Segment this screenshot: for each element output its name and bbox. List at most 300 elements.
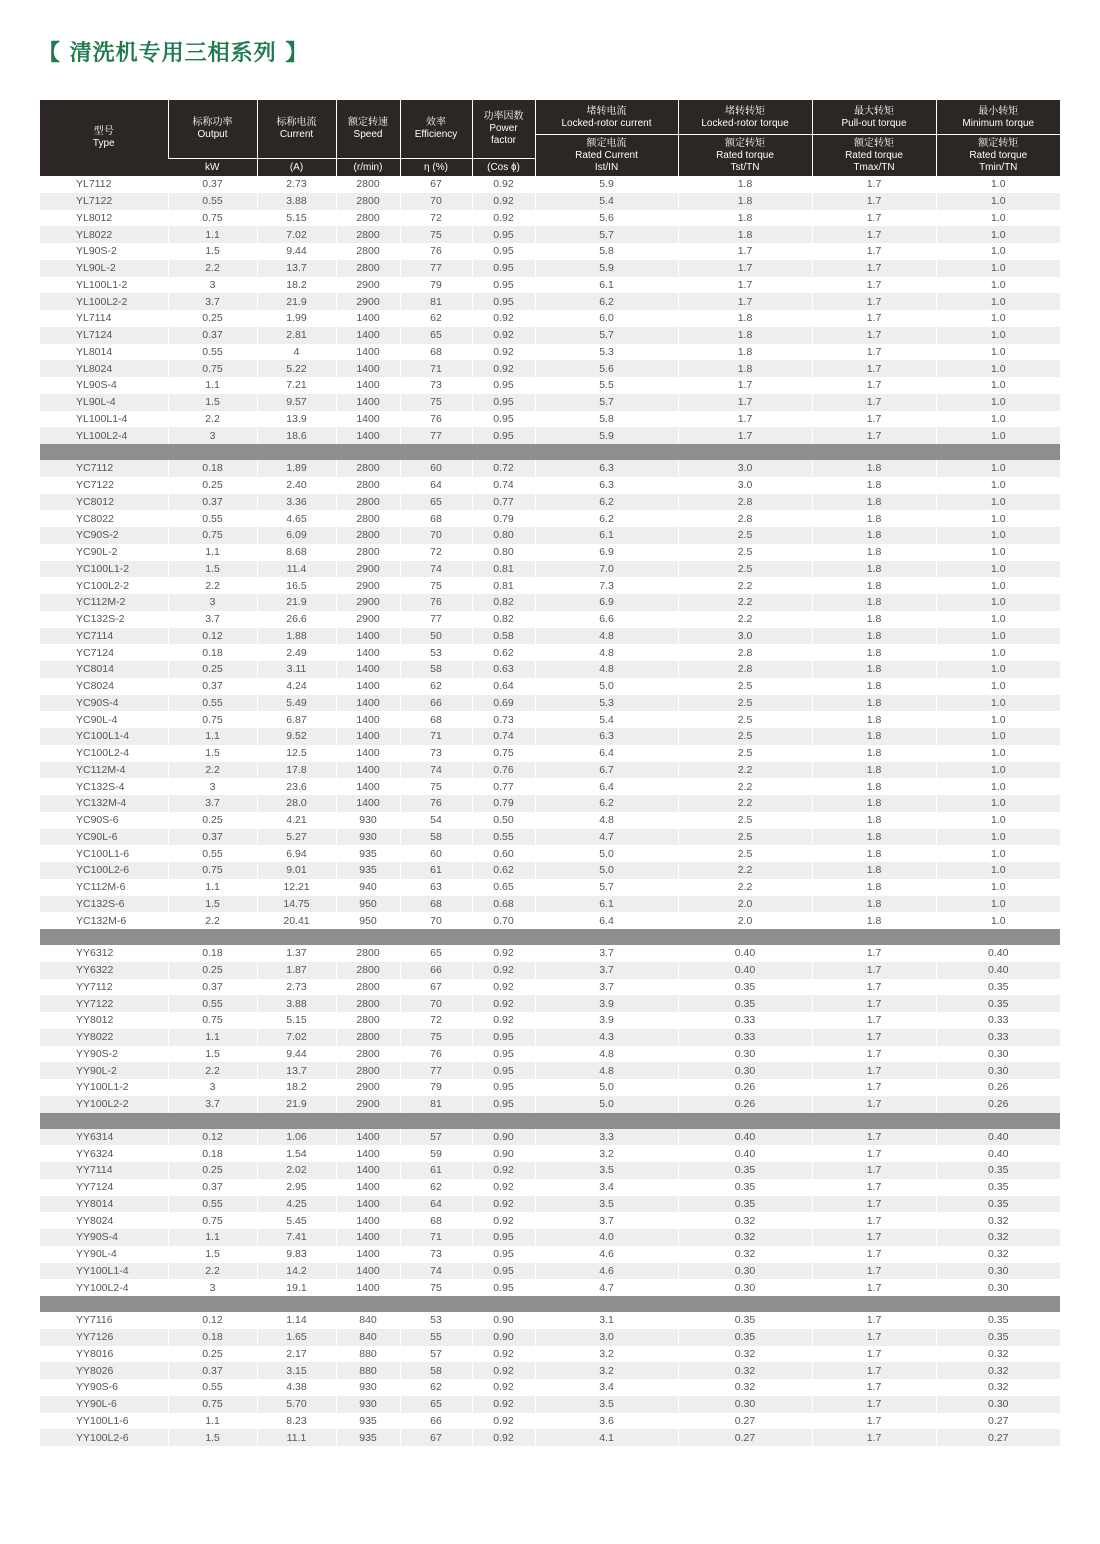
table-cell: YY7124	[40, 1179, 168, 1196]
table-cell: YL7112	[40, 176, 168, 193]
table-row	[40, 594, 1060, 611]
table-cell: 1.7	[812, 277, 936, 294]
table-row	[40, 995, 1060, 1012]
table-row	[40, 611, 1060, 628]
table-cell: 1.8	[812, 879, 936, 896]
table-cell: YC112M-4	[40, 762, 168, 779]
table-cell: 1.0	[936, 594, 1060, 611]
table-cell: 1.5	[168, 745, 257, 762]
table-cell: 0.92	[472, 344, 535, 361]
table-cell: 1.7	[812, 394, 936, 411]
table-cell: 70	[400, 193, 472, 210]
table-cell: 0.81	[472, 577, 535, 594]
table-cell: 5.45	[257, 1212, 336, 1229]
table-cell: 68	[400, 1212, 472, 1229]
table-cell: 65	[400, 494, 472, 511]
table-row	[40, 1362, 1060, 1379]
table-cell: 0.92	[472, 1413, 535, 1430]
table-cell: 0.37	[168, 829, 257, 846]
table-row	[40, 510, 1060, 527]
table-cell: 2.2	[168, 1263, 257, 1280]
table-row	[40, 661, 1060, 678]
table-cell: YY100L2-4	[40, 1279, 168, 1296]
table-cell: 0.33	[936, 1029, 1060, 1046]
table-cell: 0.75	[168, 360, 257, 377]
table-cell: 4.38	[257, 1379, 336, 1396]
table-cell: 0.33	[678, 1012, 812, 1029]
table-cell: 1.1	[168, 377, 257, 394]
table-cell: 1400	[336, 661, 400, 678]
table-cell: 1.7	[678, 293, 812, 310]
table-cell: 2.8	[678, 510, 812, 527]
table-cell: 2900	[336, 1079, 400, 1096]
table-cell: 2.40	[257, 477, 336, 494]
table-cell: 2900	[336, 577, 400, 594]
table-cell: 0.25	[168, 1162, 257, 1179]
table-cell: 6.2	[535, 494, 678, 511]
table-cell: 11.1	[257, 1429, 336, 1446]
table-cell: 1.1	[168, 226, 257, 243]
table-cell: 8.23	[257, 1413, 336, 1430]
table-cell: 75	[400, 226, 472, 243]
table-cell: 2800	[336, 1012, 400, 1029]
table-cell: 1400	[336, 344, 400, 361]
table-cell: 1.8	[812, 845, 936, 862]
header-speed: 额定转速 Speed	[336, 100, 400, 159]
table-cell: 1.7	[812, 377, 936, 394]
table-cell: 930	[336, 1396, 400, 1413]
table-cell: 4.3	[535, 1029, 678, 1046]
table-cell: 4.8	[535, 812, 678, 829]
table-cell: 21.9	[257, 293, 336, 310]
table-cell: YY100L2-6	[40, 1429, 168, 1446]
table-cell: 5.3	[535, 344, 678, 361]
table-cell: 1.8	[812, 544, 936, 561]
table-row	[40, 945, 1060, 962]
table-cell: 1.7	[812, 1012, 936, 1029]
table-cell: 0.92	[472, 962, 535, 979]
table-cell: 0.37	[168, 327, 257, 344]
table-cell: 1400	[336, 678, 400, 695]
table-cell: 0.92	[472, 945, 535, 962]
table-cell: 3.36	[257, 494, 336, 511]
table-cell: 0.90	[472, 1145, 535, 1162]
table-cell: 0.92	[472, 176, 535, 193]
table-cell: YC132S-4	[40, 778, 168, 795]
table-cell: 1.8	[678, 360, 812, 377]
table-cell: YL90S-4	[40, 377, 168, 394]
table-cell: 68	[400, 711, 472, 728]
table-cell: 6.7	[535, 762, 678, 779]
table-cell: YL7124	[40, 327, 168, 344]
table-row	[40, 795, 1060, 812]
table-cell: 0.27	[936, 1429, 1060, 1446]
table-cell: 2900	[336, 594, 400, 611]
table-cell: 3.0	[678, 477, 812, 494]
table-row	[40, 193, 1060, 210]
header-output: 标称功率 Output	[168, 100, 257, 159]
table-cell: 1.7	[678, 277, 812, 294]
table-cell: 0.92	[472, 1196, 535, 1213]
table-cell: 1.0	[936, 477, 1060, 494]
table-cell: 3.7	[535, 962, 678, 979]
table-row	[40, 1046, 1060, 1063]
table-cell: 3.0	[678, 628, 812, 645]
table-cell: YC112M-2	[40, 594, 168, 611]
table-row	[40, 1346, 1060, 1363]
table-cell: YL100L1-4	[40, 411, 168, 428]
table-cell: YY8022	[40, 1029, 168, 1046]
unit-output: kW	[168, 159, 257, 177]
unit-power-factor: (Cos ɸ)	[472, 159, 535, 177]
table-cell: YY8024	[40, 1212, 168, 1229]
table-cell: 6.2	[535, 795, 678, 812]
table-cell: 2.2	[168, 577, 257, 594]
table-cell: 81	[400, 1096, 472, 1113]
table-cell: 0.55	[168, 845, 257, 862]
table-cell: 3.88	[257, 193, 336, 210]
table-cell: 2.5	[678, 711, 812, 728]
table-cell: 1.7	[812, 1046, 936, 1063]
table-row	[40, 1129, 1060, 1146]
table-row	[40, 1145, 1060, 1162]
table-cell: 3.6	[535, 1413, 678, 1430]
table-cell: 0.55	[168, 995, 257, 1012]
table-cell: 0.75	[168, 1212, 257, 1229]
table-cell: YC132S-6	[40, 896, 168, 913]
table-cell: 1.1	[168, 728, 257, 745]
table-row	[40, 360, 1060, 377]
table-row	[40, 728, 1060, 745]
table-cell: 2800	[336, 193, 400, 210]
table-cell: 1.0	[936, 611, 1060, 628]
motor-spec-table	[40, 100, 1060, 1446]
table-cell: 0.65	[472, 879, 535, 896]
table-cell: 0.35	[678, 1312, 812, 1329]
table-cell: 81	[400, 293, 472, 310]
table-cell: 0.18	[168, 1145, 257, 1162]
table-cell: 76	[400, 1046, 472, 1063]
table-cell: 0.79	[472, 795, 535, 812]
table-cell: YL8022	[40, 226, 168, 243]
table-cell: 68	[400, 896, 472, 913]
table-cell: YY90S-4	[40, 1229, 168, 1246]
table-cell: 13.7	[257, 1062, 336, 1079]
table-row	[40, 477, 1060, 494]
table-cell: 3.88	[257, 995, 336, 1012]
table-cell: 1.0	[936, 678, 1060, 695]
table-cell: 3.9	[535, 995, 678, 1012]
table-cell: 1.8	[812, 661, 936, 678]
table-cell: YL90S-2	[40, 243, 168, 260]
table-cell: 70	[400, 995, 472, 1012]
table-cell: 0.32	[936, 1362, 1060, 1379]
table-cell: 1400	[336, 728, 400, 745]
table-cell: 2.5	[678, 561, 812, 578]
table-cell: 1.0	[936, 544, 1060, 561]
table-cell: 2.95	[257, 1179, 336, 1196]
table-cell: 3.2	[535, 1145, 678, 1162]
table-cell: 0.79	[472, 510, 535, 527]
table-cell: 1.8	[812, 711, 936, 728]
table-cell: 77	[400, 611, 472, 628]
table-cell: 8.68	[257, 544, 336, 561]
table-cell: 3.11	[257, 661, 336, 678]
table-cell: 2.73	[257, 176, 336, 193]
table-cell: 64	[400, 1196, 472, 1213]
table-cell: 0.30	[678, 1046, 812, 1063]
table-row	[40, 1029, 1060, 1046]
table-cell: 1.0	[936, 762, 1060, 779]
table-cell: 0.32	[936, 1246, 1060, 1263]
table-row	[40, 1396, 1060, 1413]
table-cell: 2800	[336, 510, 400, 527]
table-cell: 1.5	[168, 1246, 257, 1263]
table-cell: 0.37	[168, 176, 257, 193]
table-row	[40, 1079, 1060, 1096]
table-cell: 2.5	[678, 678, 812, 695]
table-cell: YC132M-4	[40, 795, 168, 812]
table-cell: 0.82	[472, 611, 535, 628]
table-cell: 2.5	[678, 812, 812, 829]
table-cell: 3	[168, 594, 257, 611]
table-cell: 2800	[336, 962, 400, 979]
table-row	[40, 544, 1060, 561]
table-cell: 0.30	[936, 1062, 1060, 1079]
table-cell: YC132M-6	[40, 912, 168, 929]
table-cell: 75	[400, 577, 472, 594]
table-cell: 2900	[336, 277, 400, 294]
table-cell: 0.69	[472, 695, 535, 712]
table-cell: 5.0	[535, 1079, 678, 1096]
table-cell: 2800	[336, 995, 400, 1012]
table-cell: 1.7	[812, 327, 936, 344]
table-cell: 6.6	[535, 611, 678, 628]
table-cell: 0.25	[168, 661, 257, 678]
table-cell: 0.37	[168, 979, 257, 996]
table-cell: 9.52	[257, 728, 336, 745]
table-cell: 3.0	[535, 1329, 678, 1346]
table-cell: 1.7	[812, 293, 936, 310]
table-cell: 880	[336, 1362, 400, 1379]
table-cell: 1.7	[812, 243, 936, 260]
table-cell: 4.24	[257, 678, 336, 695]
table-cell: 0.35	[936, 1329, 1060, 1346]
table-cell: 0.90	[472, 1312, 535, 1329]
table-cell: 1.8	[678, 327, 812, 344]
table-cell: 3.1	[535, 1312, 678, 1329]
table-cell: 2900	[336, 611, 400, 628]
table-cell: 0.30	[678, 1279, 812, 1296]
table-cell: 2.73	[257, 979, 336, 996]
table-cell: 0.32	[936, 1212, 1060, 1229]
table-row	[40, 845, 1060, 862]
table-cell: 0.95	[472, 1263, 535, 1280]
table-row	[40, 1229, 1060, 1246]
table-cell: YY100L1-2	[40, 1079, 168, 1096]
table-cell: 5.49	[257, 695, 336, 712]
table-cell: 1.0	[936, 494, 1060, 511]
table-cell: 62	[400, 1379, 472, 1396]
unit-efficiency: η (%)	[400, 159, 472, 177]
table-cell: 1.0	[936, 210, 1060, 227]
table-cell: 0.12	[168, 628, 257, 645]
table-cell: 3.7	[168, 611, 257, 628]
table-row	[40, 628, 1060, 645]
table-cell: 7.02	[257, 1029, 336, 1046]
table-cell: YL90L-4	[40, 394, 168, 411]
table-cell: 0.92	[472, 979, 535, 996]
table-cell: 935	[336, 1413, 400, 1430]
table-cell: 0.37	[168, 494, 257, 511]
table-cell: 73	[400, 1246, 472, 1263]
table-cell: 1.14	[257, 1312, 336, 1329]
table-cell: 4.6	[535, 1263, 678, 1280]
table-cell: 950	[336, 896, 400, 913]
table-cell: 4.1	[535, 1429, 678, 1446]
table-cell: YY100L1-6	[40, 1413, 168, 1430]
table-cell: 0.92	[472, 1012, 535, 1029]
header-minimum-torque: 最小转矩 Minimum torque 额定转矩 Rated torque Tmin/TN	[936, 100, 1060, 176]
table-cell: 935	[336, 845, 400, 862]
table-cell: 2900	[336, 1096, 400, 1113]
table-cell: 1400	[336, 795, 400, 812]
table-cell: 1400	[336, 1196, 400, 1213]
table-cell: 1.0	[936, 912, 1060, 929]
table-cell: 6.4	[535, 745, 678, 762]
table-cell: 13.7	[257, 260, 336, 277]
table-cell: 12.21	[257, 879, 336, 896]
table-cell: 4.0	[535, 1229, 678, 1246]
table-cell: 0.26	[678, 1079, 812, 1096]
table-row	[40, 1246, 1060, 1263]
table-cell: 0.95	[472, 1062, 535, 1079]
table-cell: 50	[400, 628, 472, 645]
table-cell: 73	[400, 377, 472, 394]
table-cell: 4.25	[257, 1196, 336, 1213]
table-cell: 0.55	[472, 829, 535, 846]
table-cell: 1.5	[168, 896, 257, 913]
table-cell: YL100L2-4	[40, 427, 168, 444]
table-cell: 5.4	[535, 193, 678, 210]
table-cell: 11.4	[257, 561, 336, 578]
table-cell: YC90L-2	[40, 544, 168, 561]
table-cell: 1.0	[936, 427, 1060, 444]
table-cell: YC132S-2	[40, 611, 168, 628]
table-cell: 76	[400, 795, 472, 812]
table-cell: 1.0	[936, 661, 1060, 678]
table-cell: 71	[400, 728, 472, 745]
table-cell: 0.95	[472, 427, 535, 444]
table-cell: 1400	[336, 644, 400, 661]
table-cell: 0.76	[472, 762, 535, 779]
table-cell: 9.44	[257, 1046, 336, 1063]
table-cell: 1.0	[936, 711, 1060, 728]
table-cell: 5.70	[257, 1396, 336, 1413]
table-cell: 5.4	[535, 711, 678, 728]
table-cell: 1.1	[168, 1413, 257, 1430]
table-cell: 5.0	[535, 1096, 678, 1113]
table-cell: 53	[400, 644, 472, 661]
table-cell: 1.7	[812, 1229, 936, 1246]
table-cell: 18.6	[257, 427, 336, 444]
table-cell: 2.2	[678, 862, 812, 879]
group-separator	[40, 929, 1060, 945]
table-cell: YC100L2-4	[40, 745, 168, 762]
table-cell: 2800	[336, 477, 400, 494]
table-cell: 1.7	[678, 394, 812, 411]
table-cell: 66	[400, 695, 472, 712]
table-cell: 3	[168, 427, 257, 444]
table-cell: 1400	[336, 327, 400, 344]
group-separator	[40, 444, 1060, 460]
table-cell: 3.0	[678, 460, 812, 477]
table-cell: 0.95	[472, 411, 535, 428]
table-cell: 0.95	[472, 243, 535, 260]
header-type: 型号 Type	[40, 100, 168, 176]
table-cell: 0.30	[678, 1263, 812, 1280]
table-cell: 2900	[336, 561, 400, 578]
table-cell: 940	[336, 879, 400, 896]
table-cell: 6.2	[535, 510, 678, 527]
table-cell: 3.4	[535, 1179, 678, 1196]
table-cell: 1.7	[812, 193, 936, 210]
table-cell: YC90L-6	[40, 829, 168, 846]
table-cell: 1400	[336, 1246, 400, 1263]
table-cell: 0.26	[936, 1079, 1060, 1096]
table-cell: YL100L1-2	[40, 277, 168, 294]
table-cell: 0.30	[936, 1263, 1060, 1280]
table-cell: 0.37	[168, 1179, 257, 1196]
table-row	[40, 812, 1060, 829]
table-body	[40, 176, 1060, 1446]
table-cell: 62	[400, 310, 472, 327]
table-cell: 1.1	[168, 1229, 257, 1246]
unit-current: (A)	[257, 159, 336, 177]
table-row	[40, 1012, 1060, 1029]
table-cell: 0.40	[936, 1145, 1060, 1162]
table-cell: 0.25	[168, 310, 257, 327]
table-cell: 1.5	[168, 1046, 257, 1063]
table-cell: 1.7	[812, 995, 936, 1012]
table-cell: 21.9	[257, 1096, 336, 1113]
table-cell: 0.95	[472, 1229, 535, 1246]
table-cell: 1.0	[936, 510, 1060, 527]
table-cell: YL8012	[40, 210, 168, 227]
table-cell: 0.70	[472, 912, 535, 929]
table-cell: 2.02	[257, 1162, 336, 1179]
table-cell: 72	[400, 210, 472, 227]
table-row	[40, 344, 1060, 361]
table-cell: 0.75	[168, 711, 257, 728]
table-cell: YL8014	[40, 344, 168, 361]
table-cell: 14.2	[257, 1263, 336, 1280]
table-cell: 2.5	[678, 829, 812, 846]
table-cell: 65	[400, 1396, 472, 1413]
table-cell: 5.7	[535, 226, 678, 243]
table-row	[40, 176, 1060, 193]
header-locked-rotor-current: 堵转电流 Locked-rotor current 额定电流 Rated Current Ist/IN	[535, 100, 678, 176]
table-cell: YC7112	[40, 460, 168, 477]
table-cell: 0.80	[472, 544, 535, 561]
header-efficiency: 效率 Efficiency	[400, 100, 472, 159]
table-cell: 1.8	[678, 226, 812, 243]
table-cell: 0.95	[472, 1029, 535, 1046]
group-separator	[40, 1113, 1060, 1129]
table-cell: 1.0	[936, 344, 1060, 361]
table-row	[40, 1212, 1060, 1229]
table-cell: 0.40	[936, 962, 1060, 979]
